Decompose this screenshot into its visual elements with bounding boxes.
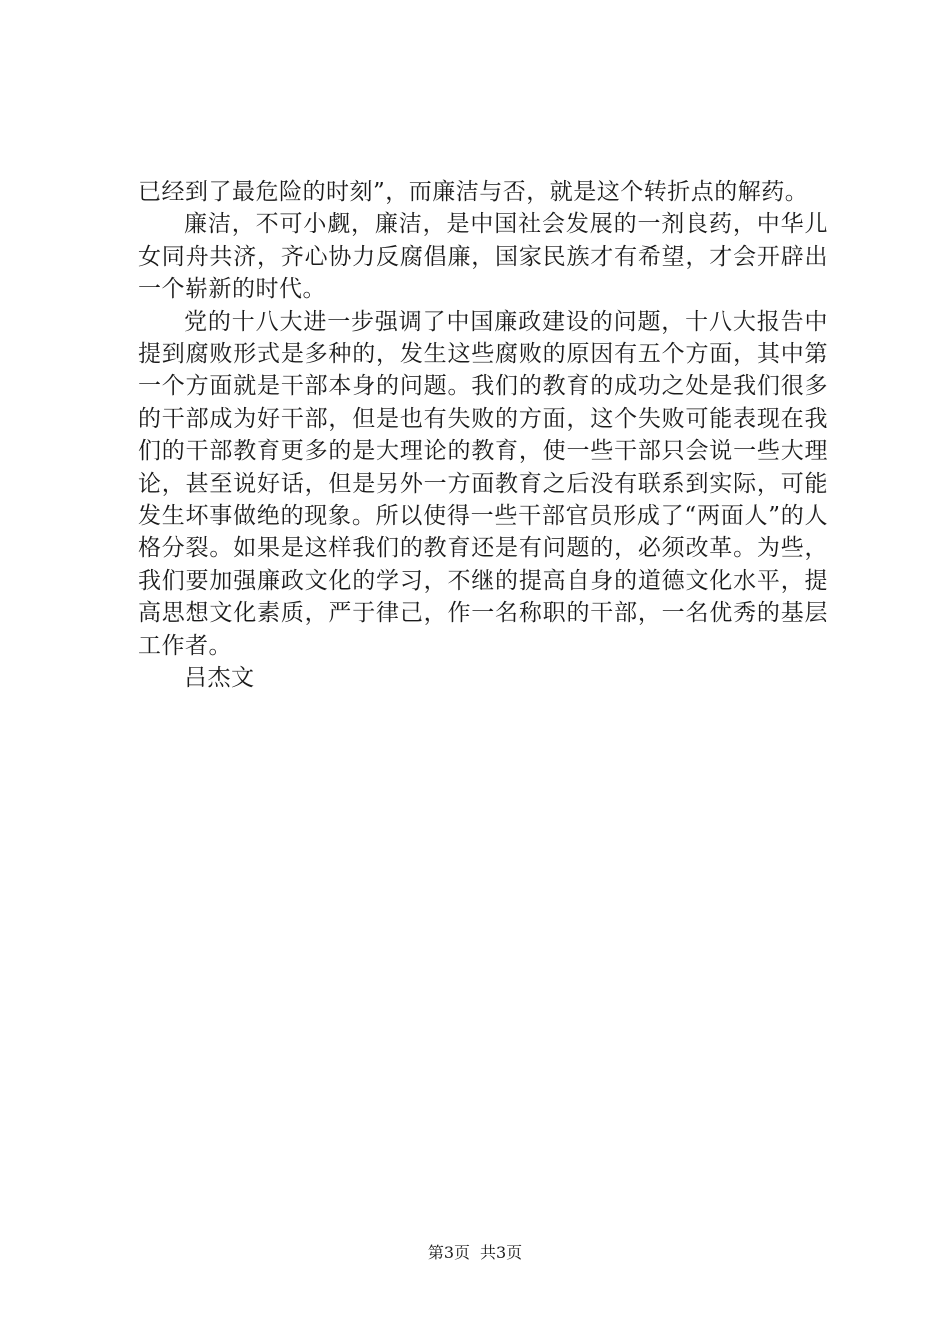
author-name: 吕杰文 bbox=[184, 665, 255, 692]
paragraph-integrity: 廉洁，不可小觑，廉洁，是中国社会发展的一剂良药，中华儿女同舟共济，齐心协力反腐倡廉，国家民族才有希望，才会开辟出一个崭新的时代。 bbox=[138, 211, 828, 303]
page-number-current: 第3页 bbox=[427, 1243, 470, 1262]
paragraph-eighteenth-congress: 党的十八大进一步强调了中国廉政建设的问题，十八大报告中提到腐败形式是多种的，发生这些腐败的原因有五个方面，其中第一个方面就是干部本身的问题。我们的教育的成功之处是我们很多的干部成为好干部，但是也有失败的方面，这个失败可能表现在我们的干部教育更多的是大理论的教育，使一些干部只会说一些大理论，甚至说好话，但是另外一方面教育之后没有联系到实际，可能发生坏事做绝的现象。所以使得一些干部官员形成了“两面人”的人格分裂。如果是这样我们的教育还是有问题的，必须改革。为些，我们要加强廉政文化的学习，不继的提高自身的道德文化水平，提高思想文化素质，严于律己，作一名称职的干部，一名优秀的基层工作者。 bbox=[138, 308, 828, 659]
paragraph-continuation: 已经到了最危险的时刻”，而廉洁与否，就是这个转折点的解药。 bbox=[138, 179, 809, 205]
document-body bbox=[138, 176, 828, 695]
page-footer bbox=[0, 1242, 950, 1264]
page-number-total: 共3页 bbox=[480, 1243, 523, 1262]
